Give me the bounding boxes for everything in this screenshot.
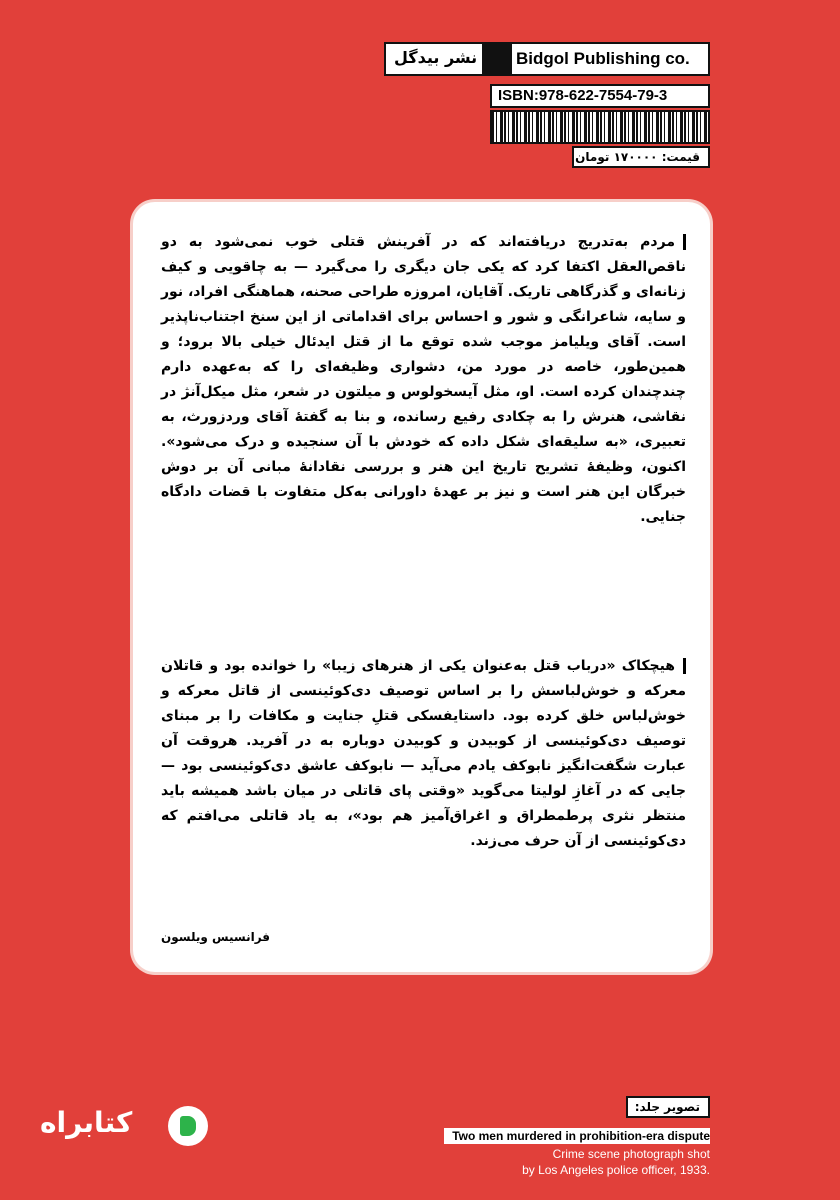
publisher-name-fa: نشر بیدگل [394, 48, 478, 67]
publisher-logo-icon [482, 42, 512, 76]
cover-label-text: تصویر جلد: [634, 1100, 700, 1114]
book-icon [168, 1106, 208, 1146]
paragraph-1-text: مردم به‌تدریج دریافته‌اند که در آفرینش قتلی خوب نمی‌شود به دو ناقص‌العقل اکتفا کرد که یکی جان دیگری را می‌گیرد — به چاقویی و کیف زنانه‌ای و گذرگاهی تاریک. آقایان، امروزه طراحی صحنه، هماهنگی افراد، نور و سایه، شاعرانگی و شور و احساس برای اقداماتی از این سنخ اجتناب‌ناپذیر است. آقای ویلیامز موجب شده توقع ما از قتل ایدئال خیلی بالا برود؛ و همین‌طور، خاصه در مورد من، دشواری وظیفه‌ای را که به‌عهده دارم چندچندان کرده است. او، مثل آیسخولوس و میلتون در شعر، مثل میکل‌آنژ در نقاشی، هنرش را به چکادی رفیع رسانده، و بنا به گفتهٔ آقای وردزورث، به تعبیری، «به سلیقه‌ای شکل داده که خودش با آن سنجیده و درک می‌شود». اکنون، وظیفهٔ تشریح تاریخ این هنر و بررسی نقادانهٔ مبانی آن بر دوش خبرگان این هنر است و نیز بر عهدهٔ داورانی به‌کل متفاوت با قضات دادگاه جنایی. [161, 234, 686, 525]
publisher-box [384, 42, 710, 76]
cover-caption-line-2: Crime scene photograph shot [552, 1147, 710, 1161]
cover-caption-title: Two men murdered in prohibition-era dispute [444, 1128, 710, 1144]
paragraph-1 [161, 230, 686, 530]
isbn-box [490, 84, 710, 108]
brand-name: کتابراه [40, 1106, 133, 1139]
barcode [490, 110, 710, 144]
isbn-text: ISBN:978-622-7554-79-3 [498, 87, 668, 104]
cover-image-label [626, 1096, 710, 1118]
author-name: فرانسیس ویلسون [161, 930, 271, 944]
paragraph-2 [161, 654, 686, 854]
publisher-name-en: Bidgol Publishing co. [516, 49, 690, 68]
cover-caption-line-3: by Los Angeles police officer, 1933. [522, 1163, 710, 1177]
price-text: قیمت: ۱۷۰۰۰۰ تومان [575, 150, 700, 164]
paragraph-2-text: هیچکاک «درباب قتل به‌عنوان یکی از هنرهای زیبا» را خوانده بود و قاتلان معرکه و خوش‌لباسش را بر اساس توصیف دی‌کوئینسی از قاتل معرکه و خوش‌لباس خلق کرده بود. داستایفسکی قتلِ جنایت و مکافات را بر مبنای توصیف دی‌کوئینسی از کوبیدن و کوبیدن دوباره به در آفرید. هروقت آن عبارت شگفت‌انگیز نابوکف یادم می‌آید — نابوکف عاشق دی‌کوئینسی بود — جایی که در آغازِ لولیتا می‌گوید «وقتی پای قاتلی در میان باشد همیشه باید منتظر نثری پرطمطراق و اغراق‌آمیز هم بود»، به یاد قاتلی می‌افتم که دی‌کوئینسی از آن حرف می‌زند. [161, 658, 686, 849]
paragraph-marker-icon [683, 234, 686, 250]
paragraph-marker-icon [683, 658, 686, 674]
price-box [572, 146, 710, 168]
text-panel [133, 202, 710, 972]
